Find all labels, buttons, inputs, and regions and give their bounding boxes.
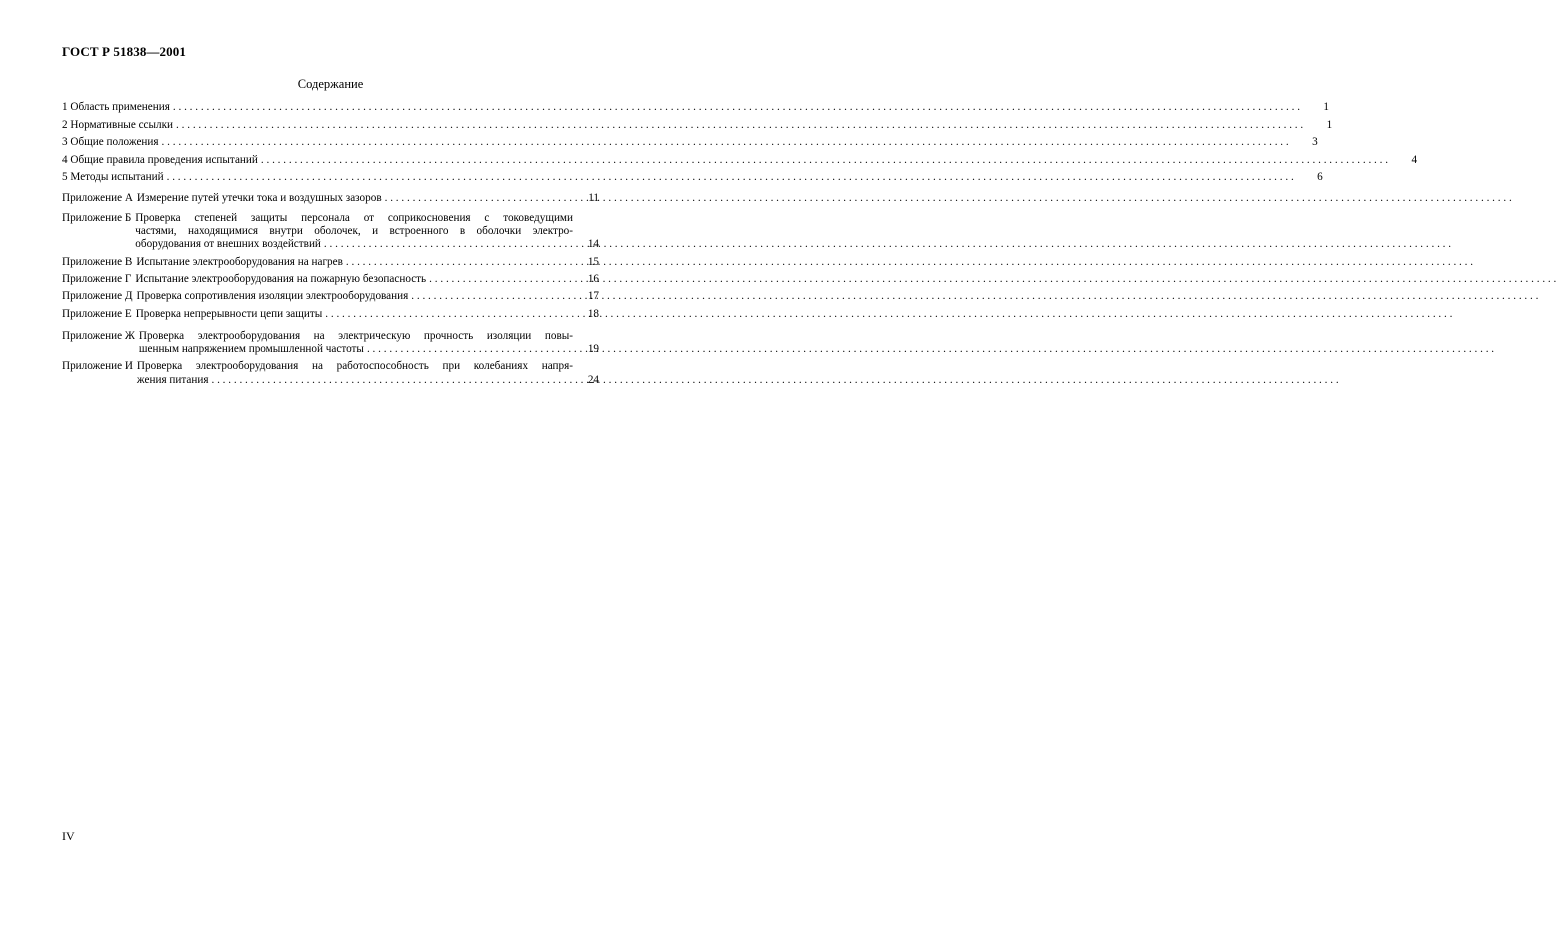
section-number: 2 (62, 118, 68, 131)
leader-dots (346, 256, 570, 269)
page-number: 15 (587, 255, 599, 268)
page-number: 16 (587, 272, 599, 285)
page-number: 1 (1323, 101, 1330, 113)
leader-dots (261, 154, 1388, 167)
leader-dots (167, 171, 1294, 184)
toc-entry-appendix-g[interactable] (62, 273, 599, 286)
page-number: 19 (587, 343, 599, 356)
leader-dots (324, 238, 570, 251)
appendix-title: шенным напряжением промышленной частоты (138, 343, 364, 356)
toc-entry-section-5[interactable] (62, 171, 1323, 189)
toc-entry-appendix-d[interactable] (62, 290, 599, 303)
table-of-contents (62, 101, 1418, 387)
appendix-title-line: частями, находящимися внутри оболочек, и встроенного в оболочки электро- (135, 225, 573, 238)
page-number: 18 (587, 307, 599, 320)
appendix-title-line: Проверка степеней защиты персонала от соприкосновения с токоведущими (135, 211, 573, 224)
leader-dots (173, 101, 1300, 114)
appendix-title: Испытание электрооборудования на нагрев (136, 255, 343, 268)
leader-dots (162, 136, 1289, 149)
section-number: 1 (62, 101, 68, 113)
page-number: 11 (588, 191, 599, 204)
appendix-title-line: Проверка электрооборудования на работоспособность при колебаниях напря- (136, 360, 573, 373)
section-number: 3 (62, 136, 68, 148)
toc-entry-section-1[interactable] (62, 101, 1330, 119)
leader-dots (411, 290, 570, 303)
toc-entry-section-2[interactable] (62, 118, 1333, 137)
page-number: 14 (587, 238, 599, 251)
appendix-title: жения питания (136, 373, 209, 386)
leader-dots (429, 273, 570, 286)
page-number: 17 (587, 290, 599, 303)
appendix-label: Приложение Б (62, 211, 132, 224)
section-title: Методы испытаний (70, 171, 164, 183)
section-number: 5 (62, 171, 68, 183)
page-number: 24 (587, 373, 599, 386)
appendix-label: Приложение Ж (62, 329, 135, 342)
page-number: 1 (1326, 118, 1333, 131)
section-title: Нормативные ссылки (70, 118, 174, 131)
leader-dots (176, 119, 1303, 132)
leader-dots (385, 192, 570, 205)
page-number: 6 (1317, 171, 1323, 183)
toc-entry-appendix-zh[interactable] (62, 330, 599, 357)
section-title: Общие положения (70, 136, 159, 148)
page-number-footer: IV (62, 829, 75, 843)
toc-entry-appendix-b[interactable] (62, 212, 599, 252)
appendix-title: Проверка сопротивления изоляции электрооборудования (136, 290, 409, 303)
appendix-label: Приложение Д (62, 290, 133, 303)
document-header: ГОСТ Р 51838—2001 (62, 44, 186, 59)
leader-dots (211, 374, 570, 387)
toc-entry-section-4[interactable] (62, 153, 1418, 172)
toc-entry-appendix-v[interactable] (62, 256, 599, 269)
appendix-title: Измерение путей утечки тока и воздушных зазоров (136, 191, 382, 204)
section-number: 4 (62, 153, 68, 166)
page-number: 3 (1312, 136, 1318, 148)
section-title: Область применения (70, 101, 170, 113)
appendix-title: Проверка непрерывности цепи защиты (135, 307, 323, 320)
appendix-title: оборудования от внешних воздействий (135, 238, 321, 251)
appendix-title-line: Проверка электрооборудования на электрическую прочность изоляции повы- (138, 329, 573, 342)
leader-dots (325, 308, 570, 321)
appendix-label: Приложение А (62, 191, 133, 204)
appendix-label: Приложение Е (62, 307, 132, 320)
toc-entry-appendix-e[interactable] (62, 308, 599, 321)
toc-title: Содержание (297, 77, 364, 91)
toc-entry-appendix-i[interactable] (62, 360, 599, 387)
appendix-title: Испытание электрооборудования на пожарную безопасность (135, 272, 427, 285)
toc-entry-appendix-a[interactable] (62, 192, 599, 205)
page-number: 4 (1411, 153, 1418, 166)
section-title: Общие правила проведения испытаний (70, 153, 258, 166)
appendix-label: Приложение Г (62, 272, 132, 285)
leader-dots (367, 343, 570, 356)
toc-entry-section-3[interactable] (62, 136, 1318, 154)
appendix-label: Приложение И (62, 360, 133, 373)
appendix-label: Приложение В (62, 255, 133, 268)
